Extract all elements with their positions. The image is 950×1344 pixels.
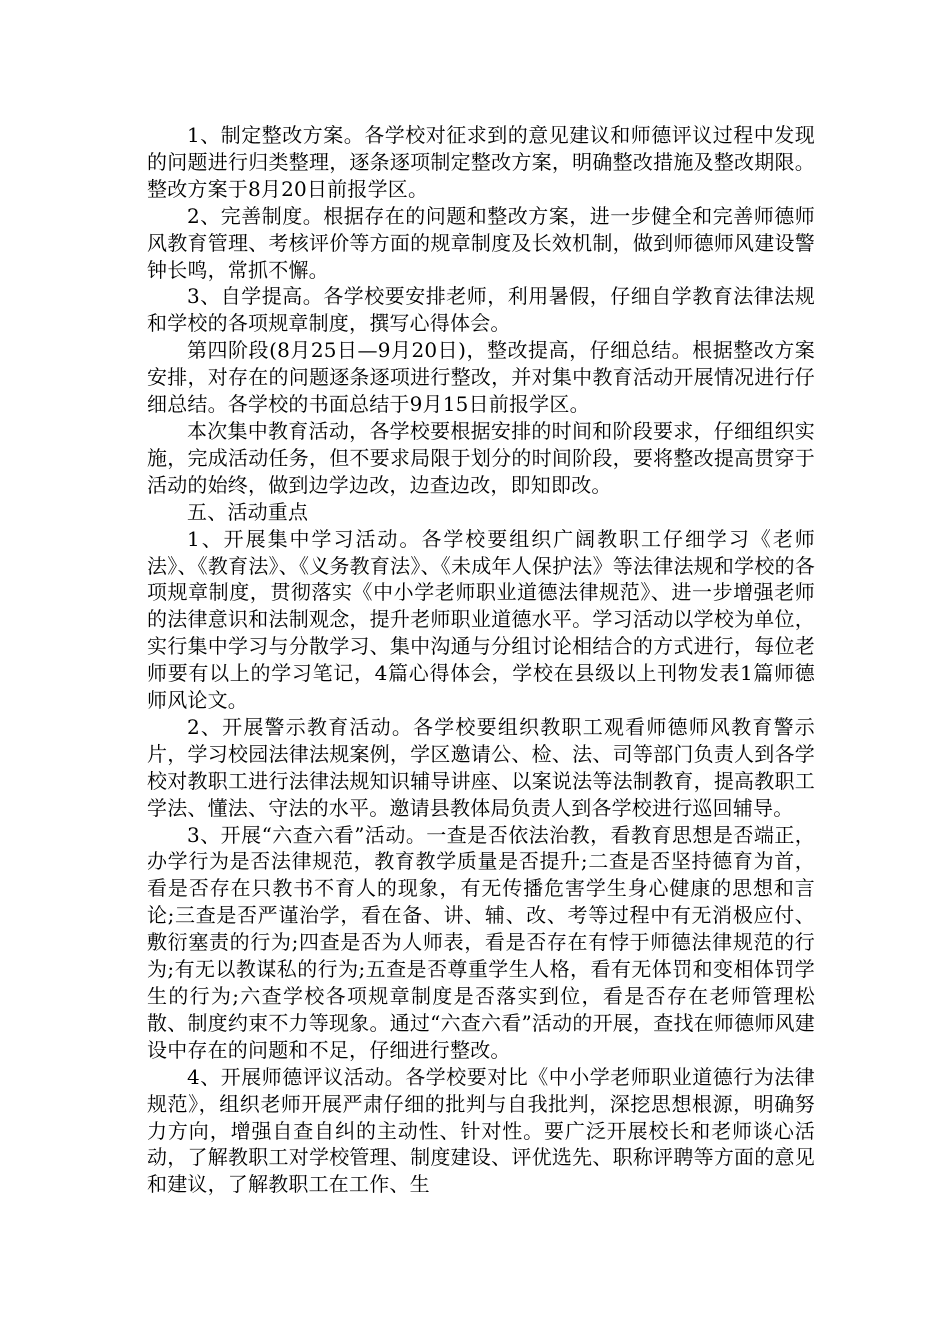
paragraph-warning-education: 2、开展警示教育活动。各学校要组织教职工观看师德师风教育警示片，学习校园法律法规案例，学区邀请公、检、法、司等部门负责人到各学校对教职工进行法律法规知识辅导讲座、以案说法等法制教育，提高教职工学法、懂法、守法的水平。邀请县教体局负责人到各学校进行巡回辅导。 — [147, 714, 815, 820]
paragraph-self-study: 3、自学提高。各学校要安排老师，利用暑假，仔细自学教育法律法规和学校的各项规章制度，撰写心得体会。 — [147, 284, 815, 336]
paragraph-ethics-evaluation: 4、开展师德评议活动。各学校要对比《中小学老师职业道德行为法律规范》，组织老师开展严肃仔细的批判与自我批判，深挖思想根源，明确努力方向，增强自查自纠的主动性、针对性。要广泛开展校长和老师谈心活动，了解教职工对学校管理、制度建设、评优选先、职称评聘等方面的意见和建议，了解教职工在工作、生 — [147, 1064, 815, 1197]
paragraph-activity-requirements: 本次集中教育活动，各学校要根据安排的时间和阶段要求，仔细组织实施，完成活动任务，但不要求局限于划分的时间阶段，要将整改提高贯穿于活动的始终，做到边学边改，边查边改，即知即改。 — [147, 418, 815, 497]
paragraph-six-checks: 3、开展“六查六看”活动。一查是否依法治教，看教育思想是否端正，办学行为是否法律规范，教育教学质量是否提升;二查是否坚持德育为首，看是否存在只教书不育人的现象，有无传播危害学生身心健康的思想和言论;三查是否严谨治学，看在备、讲、辅、改、考等过程中有无消极应付、敷衍塞责的行为;四查是否为人师表，看是否存在有悖于师德法律规范的行为;有无以教谋私的行为;五查是否尊重学生人格，看有无体罚和变相体罚学生的行为;六查学校各项规章制度是否落实到位，看是否存在老师管理松散、制度约束不力等现象。通过“六查六看”活动的开展，查找在师德师风建设中存在的问题和不足，仔细进行整改。 — [147, 822, 815, 1062]
section-heading-activity-focus: 五、活动重点 — [187, 499, 309, 524]
paragraph-concentrated-study: 1、开展集中学习活动。各学校要组织广阔教职工仔细学习《老师法》、《教育法》、《义务教育法》、《未成年人保护法》等法律法规和学校的各项规章制度，贯彻落实《中小学老师职业道德法律规范》、进一步增强老师的法律意识和法制观念，提升老师职业道德水平。学习活动以学校为单位，实行集中学习与分散学习、集中沟通与分组讨论相结合的方式进行，每位老师要有以上的学习笔记，4篇心得体会，学校在县级以上刊物发表1篇师德师风论文。 — [147, 526, 815, 713]
paragraph-rectification-plan: 1、制定整改方案。各学校对征求到的意见建议和师德评议过程中发现的问题进行归类整理，逐条逐项制定整改方案，明确整改措施及整改期限。整改方案于8月20日前报学区。 — [147, 123, 815, 201]
paragraph-improve-system: 2、完善制度。根据存在的问题和整改方案，进一步健全和完善师德师风教育管理、考核评价等方面的规章制度及长效机制，做到师德师风建设警钟长鸣，常抓不懈。 — [147, 203, 815, 282]
document-body — [147, 122, 815, 1198]
paragraph-stage-four: 第四阶段(8月25日—9月20日)，整改提高，仔细总结。根据整改方案安排，对存在的问题逐条逐项进行整改，并对集中教育活动开展情况进行仔细总结。各学校的书面总结于9月15日前报学区。 — [147, 338, 815, 417]
